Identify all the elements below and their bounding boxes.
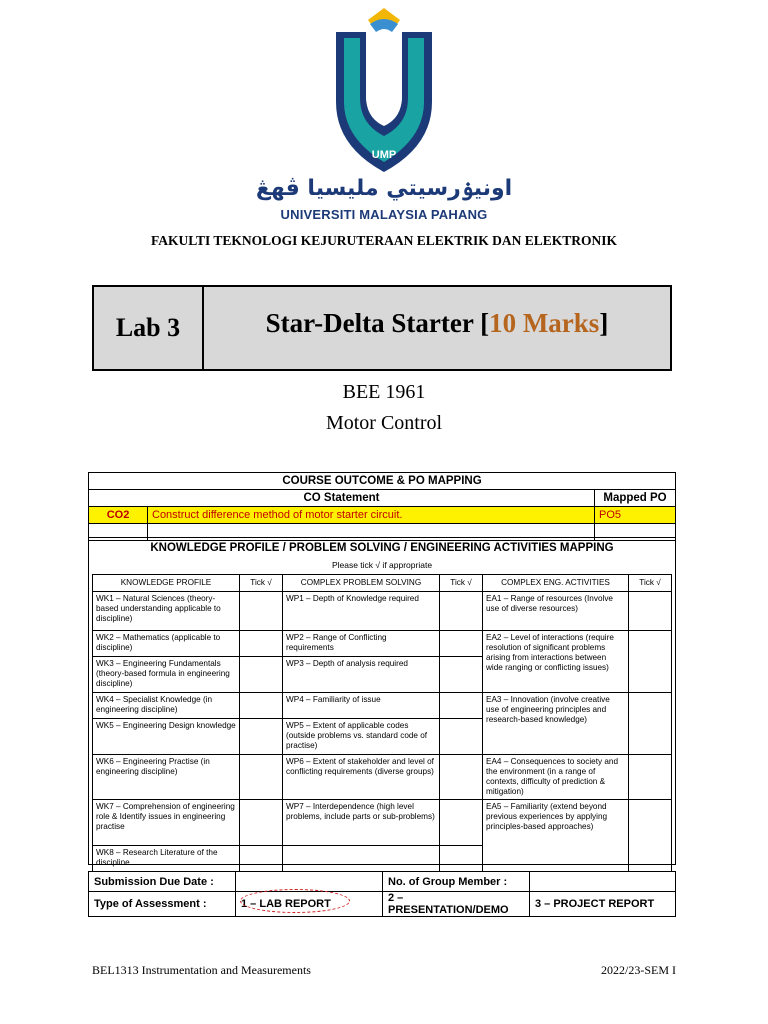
wk-item: WK7 – Comprehension of engineering role & Identify issues in engineering practise (93, 800, 240, 846)
kp-note: Please tick √ if appropriate (331, 560, 433, 570)
lab-report-label: 1 – LAB REPORT (241, 898, 331, 910)
co-po-table (88, 472, 676, 541)
wk-item: WK5 – Engineering Design knowledge (93, 719, 240, 755)
tick-box[interactable] (629, 800, 672, 872)
tick-box[interactable] (240, 719, 283, 755)
assessment-option-lab-report[interactable] (236, 892, 383, 917)
assessment-option-project-report[interactable]: 3 – PROJECT REPORT (530, 892, 676, 917)
tick-box[interactable] (240, 631, 283, 657)
university-name: UNIVERSITI MALAYSIA PAHANG (280, 207, 488, 222)
tick-box[interactable] (629, 755, 672, 800)
title-box (92, 285, 672, 371)
co-table-title: COURSE OUTCOME & PO MAPPING (89, 473, 676, 490)
tick-box[interactable] (240, 755, 283, 800)
wk-item: WK2 – Mathematics (applicable to discipline) (93, 631, 240, 657)
course-code: BEE 1961 (342, 381, 426, 403)
due-date-label: Submission Due Date : (89, 872, 236, 892)
tick-box[interactable] (440, 693, 483, 719)
kp-title: KNOWLEDGE PROFILE / PROBLEM SOLVING / ENGINEERING ACTIVITIES MAPPING (150, 542, 614, 554)
wp-item: WP3 – Depth of analysis required (283, 657, 440, 693)
kp-header: COMPLEX ENG. ACTIVITIES (483, 575, 629, 592)
ea-item: EA5 – Familiarity (extend beyond previous experiences by applying principles-based approaches) (483, 800, 629, 872)
logo-text: UMP (371, 149, 397, 161)
co-code: CO2 (89, 507, 148, 524)
kp-header: Tick √ (440, 575, 483, 592)
lab-marks: 10 Marks (489, 307, 600, 338)
assessment-type-label: Type of Assessment : (89, 892, 236, 917)
footer-semester: 2022/23-SEM I (601, 963, 676, 977)
tick-box[interactable] (240, 846, 283, 872)
tick-box[interactable] (240, 592, 283, 631)
mapped-po-header: Mapped PO (595, 490, 676, 507)
lab-title-close: ] (599, 307, 609, 338)
lab-number: Lab 3 (94, 287, 204, 369)
kp-table (92, 574, 672, 872)
wk-item: WK8 – Research Literature of the discipline (93, 846, 240, 872)
tick-box[interactable] (440, 631, 483, 657)
kp-header: Tick √ (240, 575, 283, 592)
wk-item: WK6 – Engineering Practise (in engineering discipline) (93, 755, 240, 800)
ea-item: EA4 – Consequences to society and the environment (in a range of contexts, difficulty of prediction & mitigation) (483, 755, 629, 800)
wp-item: WP4 – Familiarity of issue (283, 693, 440, 719)
co-statement-header: CO Statement (89, 490, 595, 507)
footer-course: BEL1313 Instrumentation and Measurements (92, 963, 311, 977)
course-name: Motor Control (325, 412, 443, 434)
co-statement: Construct difference method of motor starter circuit. (148, 507, 595, 524)
lab-title-text: Star-Delta Starter [ (265, 307, 490, 338)
kp-header: Tick √ (629, 575, 672, 592)
selection-ellipse (240, 889, 350, 913)
tick-box[interactable] (440, 657, 483, 693)
wp-item: WP5 – Extent of applicable codes (outside problems vs. standard code of practise) (283, 719, 440, 755)
wk-item: WK1 – Natural Sciences (theory-based understanding applicable to discipline) (93, 592, 240, 631)
ea-item: EA2 – Level of interactions (require resolution of significant problems arising from interactions between wide ranging or conflicting issues) (483, 631, 629, 693)
wp-empty-cell (283, 846, 440, 872)
lab-title (204, 287, 670, 369)
wp-item: WP2 – Range of Conflicting requirements (283, 631, 440, 657)
tick-box[interactable] (440, 800, 483, 846)
assessment-option-presentation[interactable]: 2 – PRESENTATION/DEMO (383, 892, 530, 917)
tick-box[interactable] (440, 755, 483, 800)
wp-item: WP1 – Depth of Knowledge required (283, 592, 440, 631)
tick-box[interactable] (629, 631, 672, 693)
faculty-name: FAKULTI TEKNOLOGI KEJURUTERAAN ELEKTRIK DAN ELEKTRONIK (151, 233, 617, 248)
tick-box[interactable] (440, 592, 483, 631)
wk-item: WK3 – Engineering Fundamentals (theory-based formula in engineering discipline) (93, 657, 240, 693)
university-logo (330, 6, 438, 174)
ea-item: EA3 – Innovation (involve creative use of engineering principles and research-based knowledge) (483, 693, 629, 755)
tick-box[interactable] (240, 693, 283, 719)
group-member-label: No. of Group Member : (383, 872, 530, 892)
tick-box[interactable] (240, 657, 283, 693)
university-name-arabic: اونيۏرسيتي مليسيا ڤهڠ (255, 176, 513, 201)
submission-table (88, 871, 676, 917)
tick-box[interactable] (629, 592, 672, 631)
tick-box[interactable] (440, 719, 483, 755)
kp-header: KNOWLEDGE PROFILE (93, 575, 240, 592)
ea-item: EA1 – Range of resources (Involve use of diverse resources) (483, 592, 629, 631)
knowledge-profile-section (88, 537, 676, 865)
kp-header: COMPLEX PROBLEM SOLVING (283, 575, 440, 592)
tick-box[interactable] (240, 800, 283, 846)
wp-item: WP7 – Interdependence (high level problems, include parts or sub-problems) (283, 800, 440, 846)
mapped-po: PO5 (595, 507, 676, 524)
wk-item: WK4 – Specialist Knowledge (in engineering discipline) (93, 693, 240, 719)
wp-item: WP6 – Extent of stakeholder and level of conflicting requirements (diverse groups) (283, 755, 440, 800)
group-member-value[interactable] (530, 872, 676, 892)
tick-box[interactable] (629, 693, 672, 755)
tick-box[interactable] (440, 846, 483, 872)
